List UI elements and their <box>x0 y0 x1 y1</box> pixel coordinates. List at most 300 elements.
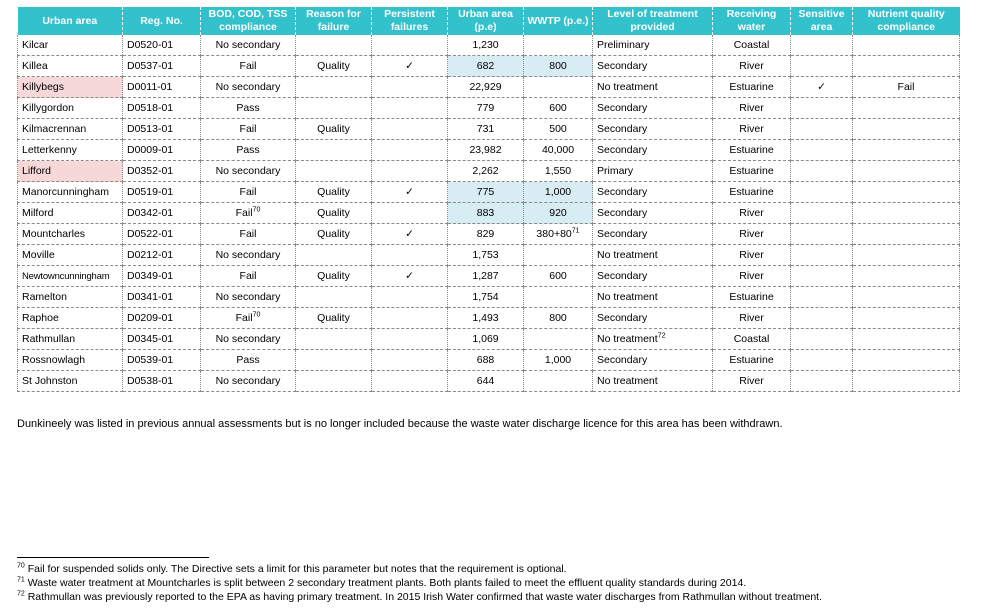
cell-compliance <box>201 35 296 56</box>
cell-reg-no-text: D0011-01 <box>127 80 173 93</box>
cell-reg-no-text: D0537-01 <box>127 59 174 72</box>
cell-reg-no <box>123 140 201 161</box>
cell-urban-area <box>18 140 123 161</box>
cell-treatment <box>593 371 713 392</box>
cell-treatment-text: Secondary <box>597 311 648 324</box>
cell-reason <box>296 350 372 371</box>
cell-persistent <box>372 371 448 392</box>
cell-sensitive <box>791 287 853 308</box>
cell-receiving-water-text: River <box>739 59 764 72</box>
cell-treatment <box>593 77 713 98</box>
cell-treatment-text: No treatment <box>597 248 658 261</box>
cell-wwtp-pe-text: 500 <box>549 122 567 135</box>
cell-treatment <box>593 35 713 56</box>
col-header: Reason for failure <box>296 7 372 35</box>
cell-urban-pe-text: 688 <box>476 353 495 366</box>
cell-reason <box>296 224 372 245</box>
cell-urban-area <box>18 119 123 140</box>
cell-compliance-text: Fail <box>239 59 257 72</box>
cell-reason-text: Quality <box>317 206 350 219</box>
cell-sensitive <box>791 350 853 371</box>
footnote <box>17 576 822 590</box>
cell-urban-pe <box>448 224 524 245</box>
cell-receiving-water-text: River <box>739 122 764 135</box>
cell-receiving-water <box>713 161 791 182</box>
cell-persistent <box>372 56 448 77</box>
cell-reg-no-text: D0522-01 <box>127 227 174 240</box>
cell-compliance <box>201 329 296 350</box>
footnote-text: Rathmullan was previously reported to the EPA as having primary treatment. In 2015 Irish Water confirmed that waste water discharges from Rathmullan without treatment. <box>27 591 822 603</box>
cell-compliance <box>201 350 296 371</box>
cell-urban-area <box>18 203 123 224</box>
cell-receiving-water-text: River <box>739 101 764 114</box>
cell-sensitive <box>791 224 853 245</box>
footnote-ref: 70 <box>252 206 261 213</box>
cell-urban-area-text: Milford <box>22 206 54 219</box>
cell-treatment <box>593 224 713 245</box>
cell-sensitive <box>791 266 853 287</box>
table-row <box>18 119 960 140</box>
footnote-text: Fail for suspended solids only. The Directive sets a limit for this parameter but notes that the requirement is optional. <box>27 563 567 575</box>
cell-urban-pe-text: 1,753 <box>472 248 499 261</box>
table-row <box>18 287 960 308</box>
cell-urban-pe-text: 1,493 <box>472 311 499 324</box>
cell-nutrient <box>853 77 960 98</box>
table-header-row <box>18 7 960 35</box>
cell-urban-area <box>18 161 123 182</box>
cell-receiving-water <box>713 308 791 329</box>
cell-persistent <box>372 140 448 161</box>
cell-reg-no <box>123 182 201 203</box>
col-header: WWTP (p.e.) <box>524 7 593 35</box>
cell-urban-pe <box>448 245 524 266</box>
cell-persistent <box>372 35 448 56</box>
table-row <box>18 140 960 161</box>
cell-urban-area-text: Newtowncunningham <box>22 270 110 282</box>
cell-persistent <box>372 98 448 119</box>
table-body <box>18 35 960 392</box>
table-row <box>18 266 960 287</box>
cell-reg-no-text: D0518-01 <box>127 101 174 114</box>
cell-urban-pe-text: 1,230 <box>472 38 499 51</box>
cell-receiving-water-text: Estuarine <box>729 185 774 198</box>
cell-wwtp-pe-text: 1,550 <box>544 164 572 177</box>
cell-sensitive <box>791 56 853 77</box>
table-row <box>18 35 960 56</box>
cell-reg-no <box>123 350 201 371</box>
col-header: Sensitive area <box>791 7 853 35</box>
cell-receiving-water <box>713 140 791 161</box>
cell-urban-pe <box>448 203 524 224</box>
cell-reg-no <box>123 266 201 287</box>
cell-compliance-text: Pass <box>236 143 260 156</box>
cell-nutrient <box>853 308 960 329</box>
table-row <box>18 308 960 329</box>
cell-compliance-text: Fail <box>235 206 253 219</box>
cell-reason-text: Quality <box>317 59 350 72</box>
cell-wwtp-pe-text: 920 <box>549 206 567 219</box>
cell-reg-no-text: D0009-01 <box>127 143 174 156</box>
cell-nutrient <box>853 140 960 161</box>
cell-reg-no-text: D0520-01 <box>127 38 174 51</box>
cell-urban-area <box>18 287 123 308</box>
footnote-number: 71 <box>17 576 25 584</box>
cell-wwtp-pe <box>524 203 593 224</box>
cell-reg-no-text: D0538-01 <box>127 374 174 387</box>
table-row <box>18 203 960 224</box>
cell-persistent <box>372 266 448 287</box>
cell-nutrient <box>853 182 960 203</box>
footnote-divider <box>17 557 209 558</box>
cell-reg-no <box>123 77 201 98</box>
cell-compliance <box>201 203 296 224</box>
cell-urban-area <box>18 56 123 77</box>
cell-treatment <box>593 350 713 371</box>
cell-compliance <box>201 308 296 329</box>
cell-urban-pe-text: 22,929 <box>469 80 502 93</box>
cell-reg-no <box>123 287 201 308</box>
cell-reason <box>296 161 372 182</box>
cell-wwtp-pe <box>524 161 593 182</box>
table-row <box>18 182 960 203</box>
cell-treatment <box>593 266 713 287</box>
cell-urban-area-text: Rathmullan <box>22 332 76 345</box>
cell-urban-pe <box>448 266 524 287</box>
table-row <box>18 77 960 98</box>
cell-receiving-water <box>713 98 791 119</box>
cell-urban-area <box>18 308 123 329</box>
cell-urban-pe <box>448 329 524 350</box>
cell-wwtp-pe <box>524 350 593 371</box>
cell-receiving-water-text: Estuarine <box>729 143 774 156</box>
cell-persistent <box>372 308 448 329</box>
cell-urban-pe-text: 883 <box>476 206 495 219</box>
cell-compliance <box>201 161 296 182</box>
check-icon: ✓ <box>405 59 414 72</box>
cell-receiving-water-text: River <box>739 227 764 240</box>
cell-wwtp-pe-text: 1,000 <box>544 353 572 366</box>
cell-compliance-text: Fail <box>235 311 253 324</box>
cell-reg-no-text: D0513-01 <box>127 122 174 135</box>
cell-receiving-water <box>713 119 791 140</box>
cell-compliance-text: No secondary <box>215 374 281 387</box>
cell-receiving-water <box>713 371 791 392</box>
cell-treatment-text: Secondary <box>597 122 648 135</box>
cell-reg-no <box>123 224 201 245</box>
cell-wwtp-pe <box>524 140 593 161</box>
cell-sensitive <box>791 182 853 203</box>
cell-urban-pe <box>448 98 524 119</box>
cell-reg-no <box>123 119 201 140</box>
cell-reason <box>296 245 372 266</box>
cell-urban-pe-text: 829 <box>476 227 495 240</box>
cell-compliance <box>201 224 296 245</box>
cell-compliance <box>201 245 296 266</box>
cell-compliance <box>201 98 296 119</box>
cell-nutrient <box>853 119 960 140</box>
cell-reason-text: Quality <box>317 311 350 324</box>
cell-treatment-text: Preliminary <box>597 38 650 51</box>
cell-receiving-water <box>713 245 791 266</box>
cell-urban-pe-text: 644 <box>476 374 495 387</box>
cell-reason <box>296 329 372 350</box>
cell-urban-area-text: Ramelton <box>22 290 67 303</box>
cell-reg-no <box>123 203 201 224</box>
cell-compliance-text: No secondary <box>215 80 281 93</box>
cell-receiving-water <box>713 77 791 98</box>
cell-receiving-water <box>713 35 791 56</box>
cell-urban-area <box>18 35 123 56</box>
cell-urban-area <box>18 77 123 98</box>
cell-nutrient <box>853 203 960 224</box>
cell-receiving-water-text: River <box>739 269 764 282</box>
cell-reason-text: Quality <box>317 185 350 198</box>
cell-persistent <box>372 77 448 98</box>
cell-urban-area-text: St Johnston <box>22 374 78 387</box>
cell-receiving-water <box>713 182 791 203</box>
cell-treatment <box>593 119 713 140</box>
cell-nutrient <box>853 329 960 350</box>
cell-nutrient <box>853 245 960 266</box>
cell-receiving-water-text: Estuarine <box>729 290 774 303</box>
check-icon: ✓ <box>405 185 414 198</box>
cell-treatment-text: Secondary <box>597 185 648 198</box>
cell-receiving-water-text: Coastal <box>733 332 770 345</box>
cell-wwtp-pe-text: 1,000 <box>544 185 572 198</box>
cell-receiving-water-text: River <box>739 206 764 219</box>
cell-receiving-water <box>713 56 791 77</box>
cell-receiving-water-text: Estuarine <box>729 80 774 93</box>
cell-reason <box>296 203 372 224</box>
cell-urban-area <box>18 371 123 392</box>
cell-urban-area-text: Lifford <box>22 164 51 177</box>
cell-treatment-text: No treatment <box>597 80 658 93</box>
col-header: BOD, COD, TSS compliance <box>201 7 296 35</box>
footnotes <box>17 562 822 604</box>
cell-wwtp-pe <box>524 287 593 308</box>
cell-sensitive <box>791 329 853 350</box>
cell-reg-no-text: D0209-01 <box>127 311 174 324</box>
cell-urban-pe <box>448 287 524 308</box>
cell-treatment <box>593 245 713 266</box>
cell-reason <box>296 266 372 287</box>
cell-urban-pe <box>448 56 524 77</box>
cell-urban-area-text: Raphoe <box>22 311 59 324</box>
cell-urban-area-text: Moville <box>22 248 55 261</box>
cell-reason <box>296 140 372 161</box>
cell-urban-pe <box>448 140 524 161</box>
cell-nutrient <box>853 35 960 56</box>
cell-reg-no-text: D0212-01 <box>127 248 174 261</box>
cell-reg-no-text: D0341-01 <box>127 290 174 303</box>
cell-receiving-water-text: River <box>739 374 764 387</box>
cell-reg-no <box>123 329 201 350</box>
cell-reg-no-text: D0349-01 <box>127 269 174 282</box>
cell-urban-area <box>18 266 123 287</box>
cell-reg-no <box>123 245 201 266</box>
cell-nutrient <box>853 371 960 392</box>
cell-treatment-text: No treatment <box>597 290 658 303</box>
cell-urban-pe <box>448 35 524 56</box>
cell-compliance-text: Fail <box>239 269 257 282</box>
cell-sensitive <box>791 77 853 98</box>
cell-compliance <box>201 266 296 287</box>
cell-reg-no-text: D0519-01 <box>127 185 174 198</box>
cell-receiving-water <box>713 203 791 224</box>
cell-compliance-text: Pass <box>236 353 260 366</box>
cell-wwtp-pe <box>524 98 593 119</box>
cell-wwtp-pe-text: 40,000 <box>541 143 575 156</box>
cell-wwtp-pe <box>524 77 593 98</box>
treatment-table <box>17 7 960 392</box>
cell-treatment <box>593 182 713 203</box>
cell-urban-pe <box>448 371 524 392</box>
table-row <box>18 224 960 245</box>
cell-wwtp-pe-text: 600 <box>549 269 567 282</box>
cell-urban-area-text: Killea <box>22 59 48 72</box>
cell-reg-no <box>123 35 201 56</box>
cell-reason <box>296 182 372 203</box>
cell-urban-pe-text: 23,982 <box>469 143 502 156</box>
col-header: Urban area (p.e) <box>448 7 524 35</box>
cell-receiving-water-text: Estuarine <box>729 353 774 366</box>
cell-persistent <box>372 182 448 203</box>
cell-reason <box>296 98 372 119</box>
cell-urban-area-text: Killybegs <box>22 80 65 93</box>
cell-urban-area-text: Mountcharles <box>22 227 86 240</box>
table-row <box>18 161 960 182</box>
cell-reg-no <box>123 98 201 119</box>
cell-wwtp-pe <box>524 308 593 329</box>
cell-nutrient <box>853 266 960 287</box>
cell-urban-pe <box>448 308 524 329</box>
cell-wwtp-pe <box>524 224 593 245</box>
cell-wwtp-pe <box>524 182 593 203</box>
cell-urban-area-text: Rossnowlagh <box>22 353 86 366</box>
cell-reg-no <box>123 371 201 392</box>
cell-urban-pe-text: 1,287 <box>472 269 499 282</box>
cell-wwtp-pe <box>524 35 593 56</box>
cell-reason <box>296 77 372 98</box>
col-header: Persistent failures <box>372 7 448 35</box>
cell-receiving-water <box>713 350 791 371</box>
cell-treatment <box>593 161 713 182</box>
cell-treatment-text: Primary <box>597 164 634 177</box>
cell-compliance-text: Fail <box>239 185 257 198</box>
cell-reg-no-text: D0342-01 <box>127 206 174 219</box>
cell-treatment <box>593 56 713 77</box>
cell-urban-pe <box>448 77 524 98</box>
cell-nutrient <box>853 56 960 77</box>
cell-urban-pe-text: 1,754 <box>472 290 499 303</box>
cell-wwtp-pe-text: 380+80 <box>536 227 572 240</box>
footnote-ref: 70 <box>252 311 261 318</box>
cell-compliance <box>201 56 296 77</box>
cell-treatment <box>593 308 713 329</box>
cell-sensitive <box>791 98 853 119</box>
cell-compliance <box>201 77 296 98</box>
cell-urban-pe-text: 682 <box>476 59 495 72</box>
footnote-number: 72 <box>17 590 25 598</box>
cell-urban-area-text: Killygordon <box>22 101 74 114</box>
cell-receiving-water-text: Estuarine <box>729 164 774 177</box>
cell-receiving-water <box>713 287 791 308</box>
cell-wwtp-pe <box>524 329 593 350</box>
cell-persistent <box>372 224 448 245</box>
cell-reg-no-text: D0539-01 <box>127 353 174 366</box>
cell-reason-text: Quality <box>317 227 350 240</box>
cell-nutrient <box>853 98 960 119</box>
cell-reason <box>296 35 372 56</box>
cell-nutrient <box>853 287 960 308</box>
cell-reason-text: Quality <box>317 269 350 282</box>
footnote-ref: 71 <box>571 227 580 234</box>
table-row <box>18 245 960 266</box>
cell-nutrient-text: Fail <box>897 80 915 93</box>
cell-persistent <box>372 203 448 224</box>
cell-urban-area-text: Manorcunningham <box>22 185 109 198</box>
cell-urban-area-text: Kilcar <box>22 38 49 51</box>
footnote-ref: 72 <box>657 332 666 339</box>
cell-treatment <box>593 329 713 350</box>
cell-urban-area-text: Kilmacrennan <box>22 122 87 135</box>
cell-compliance <box>201 371 296 392</box>
cell-urban-area <box>18 98 123 119</box>
cell-compliance-text: Fail <box>239 227 257 240</box>
cell-receiving-water <box>713 266 791 287</box>
cell-persistent <box>372 161 448 182</box>
cell-urban-area-text: Letterkenny <box>22 143 77 156</box>
col-header: Urban area <box>18 7 123 35</box>
footnote-text: Waste water treatment at Mountcharles is split between 2 secondary treatment plants. Both plants failed to meet the effluent quality standards during 2014. <box>27 577 747 589</box>
cell-compliance-text: Fail <box>239 122 257 135</box>
cell-wwtp-pe-text: 800 <box>549 59 567 72</box>
col-header: Receiving water <box>713 7 791 35</box>
check-icon: ✓ <box>405 227 414 240</box>
footnote <box>17 590 822 604</box>
cell-treatment-text: Secondary <box>597 269 648 282</box>
cell-persistent <box>372 119 448 140</box>
cell-reg-no <box>123 56 201 77</box>
cell-persistent <box>372 350 448 371</box>
cell-reg-no <box>123 308 201 329</box>
cell-urban-pe <box>448 350 524 371</box>
check-icon: ✓ <box>405 269 414 282</box>
cell-compliance <box>201 119 296 140</box>
cell-urban-pe-text: 775 <box>476 185 495 198</box>
col-header: Reg. No. <box>123 7 201 35</box>
cell-compliance-text: No secondary <box>215 164 281 177</box>
cell-receiving-water <box>713 329 791 350</box>
cell-urban-area <box>18 329 123 350</box>
cell-treatment-text: Secondary <box>597 143 648 156</box>
cell-urban-area <box>18 182 123 203</box>
cell-sensitive <box>791 161 853 182</box>
cell-urban-pe <box>448 182 524 203</box>
cell-treatment <box>593 98 713 119</box>
col-header: Nutrient quality compliance <box>853 7 960 35</box>
cell-urban-pe-text: 779 <box>476 101 495 114</box>
cell-sensitive <box>791 371 853 392</box>
cell-reason <box>296 287 372 308</box>
table-note: Dunkineely was listed in previous annual assessments but is no longer included because the waste water discharge licence for this area has been withdrawn. <box>17 418 783 430</box>
cell-receiving-water-text: River <box>739 311 764 324</box>
cell-persistent <box>372 287 448 308</box>
cell-wwtp-pe <box>524 371 593 392</box>
cell-compliance <box>201 140 296 161</box>
cell-treatment <box>593 140 713 161</box>
table-row <box>18 350 960 371</box>
